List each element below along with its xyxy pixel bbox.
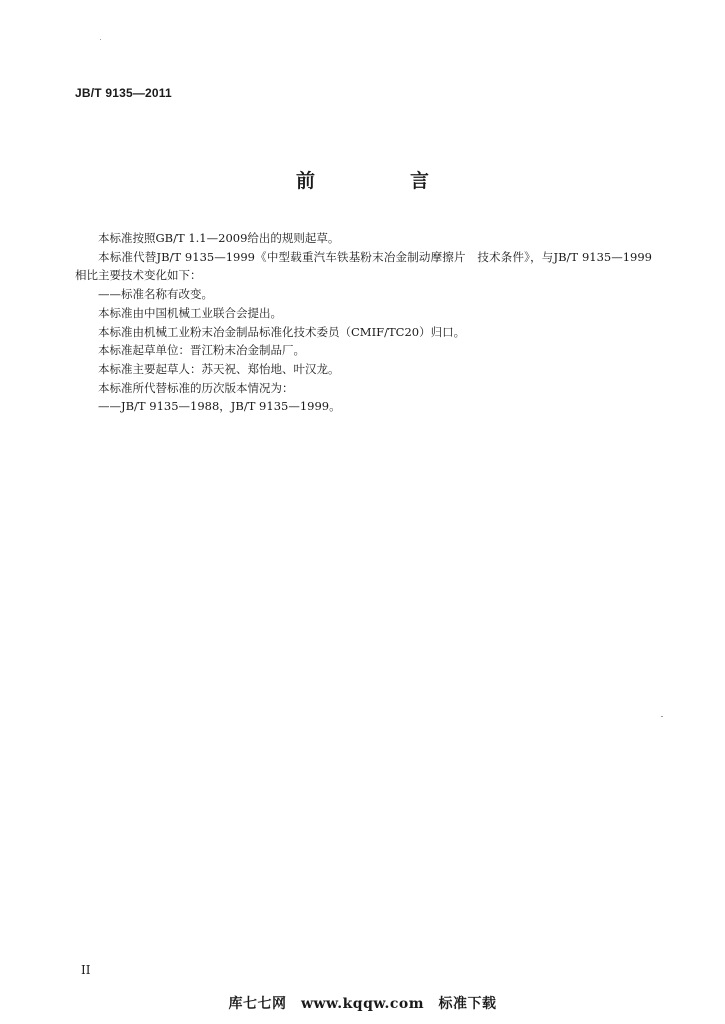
paragraph-edition-list: ——JB/T 9135—1988，JB/T 9135—1999。 [98,399,341,414]
scan-speck [100,39,101,40]
standard-code-header: JB/T 9135—2011 [75,86,172,100]
paragraph-proposed-by: 本标准由中国机械工业联合会提出。 [98,305,282,320]
paragraph-drafters: 本标准主要起草人：苏天祝、郑怡地、叶汉龙。 [98,361,340,376]
paragraph-drafting-rules: 本标准按照GB/T 1.1—2009给出的规则起草。 [98,231,340,245]
document-body [75,229,652,416]
paragraph-under-jurisdiction: 本标准由机械工业粉末冶金制品标准化技术委员（CMIF/TC20）归口。 [98,324,466,339]
paragraph-drafting-unit: 本标准起草单位：晋江粉末冶金制品厂。 [98,343,305,358]
paragraph-replaces: 本标准代替JB/T 9135—1999《中型载重汽车铁基粉末冶金制动摩擦片 技术条件》，与JB/T 9135—1999相比主要技术变化如下： [75,249,652,283]
page-number: II [81,963,91,977]
page-title: 前 言 [295,170,467,192]
paragraph-previous-editions: 本标准所代替标准的历次版本情况为： [98,380,294,395]
paragraph-change-item: ——标准名称有改变。 [98,287,213,302]
scan-speck [661,716,663,717]
footer-watermark: 库七七网 www.kqqw.com 标准下载 [228,996,497,1012]
